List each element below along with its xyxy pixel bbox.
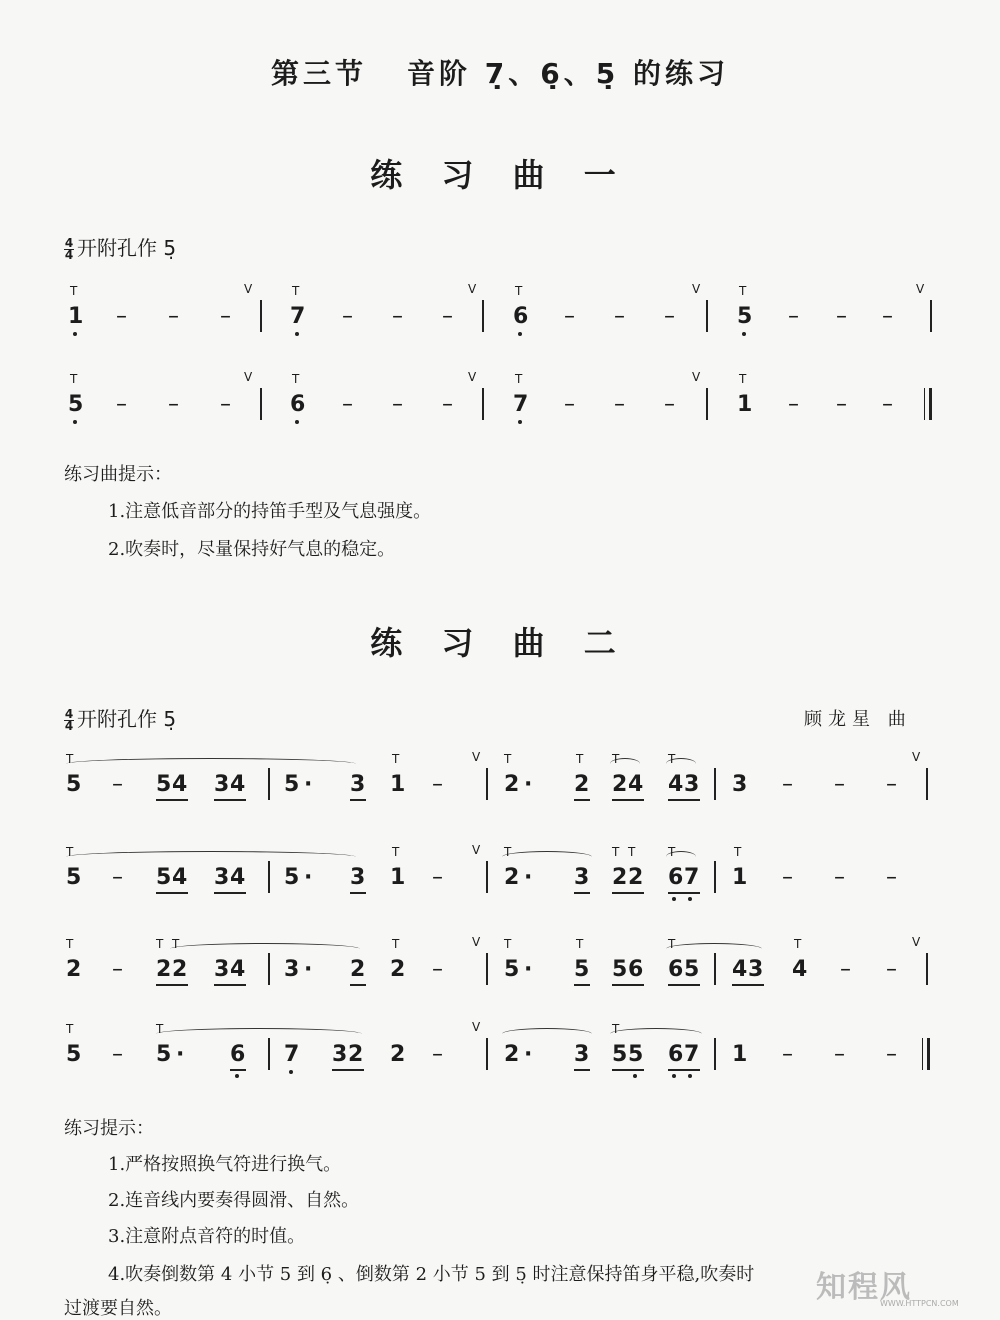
note: 2 xyxy=(66,957,82,982)
note: 2 xyxy=(390,1042,406,1067)
note: 2 xyxy=(156,957,172,982)
barline xyxy=(706,300,708,332)
low-dot xyxy=(518,420,522,424)
piece2-tempo-text: 开附孔作 5̣ xyxy=(77,707,177,731)
note: 5 xyxy=(66,865,82,890)
tongue-mark: T xyxy=(612,1022,620,1036)
low-dot xyxy=(73,332,77,336)
augmentation-dot: · xyxy=(524,865,533,890)
breath-mark: V xyxy=(472,750,481,764)
note: 2 xyxy=(348,1042,364,1067)
note: 7 xyxy=(284,1042,300,1067)
barline xyxy=(486,768,488,800)
eighth-beam xyxy=(574,1069,590,1071)
dash: – xyxy=(168,392,179,417)
barline xyxy=(260,300,262,332)
note: 4 xyxy=(628,772,644,797)
dash: – xyxy=(564,392,575,417)
note: 3 xyxy=(214,772,230,797)
note: 2 xyxy=(628,865,644,890)
dash: – xyxy=(614,304,625,329)
note: 4 xyxy=(230,957,246,982)
tongue-mark: T xyxy=(576,752,584,766)
tongue-mark: T xyxy=(156,937,164,951)
note: 3 xyxy=(574,865,590,890)
dash: – xyxy=(834,865,845,890)
dash: – xyxy=(432,772,443,797)
dash: – xyxy=(782,772,793,797)
note: 3 xyxy=(684,772,700,797)
eighth-beam xyxy=(350,799,366,801)
dash: – xyxy=(782,865,793,890)
breath-mark: V xyxy=(692,370,701,384)
tongue-mark: T xyxy=(66,937,74,951)
low-dot xyxy=(518,332,522,336)
note: 2 xyxy=(504,865,520,890)
eighth-beam xyxy=(350,984,366,986)
augmentation-dot: · xyxy=(304,865,313,890)
tongue-mark: T xyxy=(734,845,742,859)
piece1-row-1 xyxy=(60,282,940,342)
note: 7 xyxy=(290,304,306,329)
dash: – xyxy=(392,304,403,329)
piece2-tips-heading: 练习提示： xyxy=(64,1118,154,1139)
note: 4 xyxy=(732,957,748,982)
note: 7 xyxy=(684,865,700,890)
dash: – xyxy=(342,392,353,417)
tongue-mark: T xyxy=(70,372,78,386)
note: 6 xyxy=(628,957,644,982)
slur xyxy=(170,943,360,950)
eighth-beam xyxy=(668,984,700,986)
eighth-beam xyxy=(668,799,700,801)
eighth-beam xyxy=(668,892,700,894)
eighth-beam xyxy=(574,984,590,986)
tongue-mark: T xyxy=(794,937,802,951)
low-dot xyxy=(235,1074,239,1078)
augmentation-dot: · xyxy=(524,1042,533,1067)
dash: – xyxy=(614,392,625,417)
low-dot xyxy=(672,1074,676,1078)
low-dot xyxy=(633,1074,637,1078)
tongue-mark: T xyxy=(172,937,180,951)
piece2-row-2 xyxy=(60,843,940,903)
dash: – xyxy=(116,304,127,329)
dash: – xyxy=(834,1042,845,1067)
note: 3 xyxy=(574,1042,590,1067)
breath-mark: V xyxy=(472,935,481,949)
final-barline-thin xyxy=(922,1038,923,1070)
dash: – xyxy=(112,957,123,982)
note: 4 xyxy=(230,772,246,797)
tongue-mark: T xyxy=(576,937,584,951)
eighth-beam xyxy=(612,984,644,986)
piece2-tip-4: 4.吹奏倒数第 4 小节 5 到 6̣ 、倒数第 2 小节 5 到 5̣ 时注意保持笛身平稳,吹奏时 xyxy=(108,1264,755,1285)
breath-mark: V xyxy=(468,370,477,384)
eighth-beam xyxy=(612,799,644,801)
note: 7 xyxy=(684,1042,700,1067)
note: 5 xyxy=(612,957,628,982)
barline xyxy=(268,953,270,985)
note: 1 xyxy=(390,865,406,890)
tongue-mark: T xyxy=(156,1022,164,1036)
note: 5 xyxy=(66,772,82,797)
eighth-beam xyxy=(612,892,644,894)
note: 1 xyxy=(732,865,748,890)
note: 4 xyxy=(172,772,188,797)
note: 2 xyxy=(504,772,520,797)
final-barline-thick xyxy=(929,388,932,420)
dash: – xyxy=(788,304,799,329)
note: 3 xyxy=(350,865,366,890)
note: 4 xyxy=(668,772,684,797)
barline xyxy=(268,768,270,800)
dash: – xyxy=(882,392,893,417)
eighth-beam xyxy=(214,984,246,986)
piece1-tip-1: 1.注意低音部分的持笛手型及气息强度。 xyxy=(108,501,432,522)
note: 5 xyxy=(628,1042,644,1067)
slur xyxy=(666,943,762,950)
piece2-tip-4-continued: 过渡要自然。 xyxy=(64,1298,172,1319)
piece1-row-2 xyxy=(60,370,940,430)
note: 2 xyxy=(350,957,366,982)
dash: – xyxy=(116,392,127,417)
slur xyxy=(66,758,356,765)
augmentation-dot: · xyxy=(524,772,533,797)
tongue-mark: T xyxy=(66,1022,74,1036)
breath-mark: V xyxy=(472,1020,481,1034)
barline xyxy=(706,388,708,420)
piece1-title: 练 习 曲 一 xyxy=(370,156,630,194)
note: 5 xyxy=(156,865,172,890)
dash: – xyxy=(112,772,123,797)
barline xyxy=(926,768,928,800)
eighth-beam xyxy=(156,984,188,986)
note: 5 xyxy=(612,1042,628,1067)
dash: – xyxy=(432,1042,443,1067)
piece2-tip-3: 3.注意附点音符的时值。 xyxy=(108,1226,306,1247)
dash: – xyxy=(432,957,443,982)
tongue-mark: T xyxy=(70,284,78,298)
piece2-tempo xyxy=(64,703,176,732)
dash: – xyxy=(220,304,231,329)
augmentation-dot: · xyxy=(176,1042,185,1067)
section-title xyxy=(0,52,1000,92)
dash: – xyxy=(442,304,453,329)
dash: – xyxy=(836,392,847,417)
tongue-mark: T xyxy=(739,372,747,386)
tongue-mark: T xyxy=(668,937,676,951)
eighth-beam xyxy=(612,1069,644,1071)
tongue-mark: T xyxy=(628,845,636,859)
note: 4 xyxy=(230,865,246,890)
low-dot xyxy=(295,332,299,336)
breath-mark: V xyxy=(692,282,701,296)
barline xyxy=(714,861,716,893)
dash: – xyxy=(442,392,453,417)
barline xyxy=(482,300,484,332)
piece1-tip-2: 2.吹奏时，尽量保持好气息的稳定。 xyxy=(108,539,396,560)
low-dot xyxy=(672,897,676,901)
note: 6 xyxy=(513,304,529,329)
piece2-tip-1: 1.严格按照换气符进行换气。 xyxy=(108,1154,342,1175)
tongue-mark: T xyxy=(504,845,512,859)
tongue-mark: T xyxy=(612,845,620,859)
note: 3 xyxy=(732,772,748,797)
piece2-time-signature: $\frac{4}{4}$ xyxy=(64,707,74,733)
piece1-tempo-text: 开附孔作 5̣ xyxy=(77,236,177,260)
dash: – xyxy=(886,957,897,982)
note: 6 xyxy=(290,392,306,417)
tongue-mark: T xyxy=(66,845,74,859)
note: 2 xyxy=(172,957,188,982)
note: 5 xyxy=(66,1042,82,1067)
note: 6 xyxy=(668,957,684,982)
low-dot xyxy=(742,332,746,336)
note: 6 xyxy=(668,1042,684,1067)
note: 5 xyxy=(504,957,520,982)
tongue-mark: T xyxy=(668,845,676,859)
eighth-beam xyxy=(350,892,366,894)
note: 2 xyxy=(612,772,628,797)
eighth-beam xyxy=(156,892,188,894)
piece1-time-signature: $\frac{4}{4}$ xyxy=(64,236,74,262)
note: 1 xyxy=(737,392,753,417)
breath-mark: V xyxy=(468,282,477,296)
barline xyxy=(260,388,262,420)
note: 4 xyxy=(172,865,188,890)
note: 2 xyxy=(390,957,406,982)
note: 5 xyxy=(156,1042,172,1067)
note: 3 xyxy=(214,957,230,982)
dash: – xyxy=(788,392,799,417)
dash: – xyxy=(836,304,847,329)
barline xyxy=(486,953,488,985)
dash: – xyxy=(220,392,231,417)
breath-mark: V xyxy=(472,843,481,857)
tongue-mark: T xyxy=(504,937,512,951)
low-dot xyxy=(289,1070,293,1074)
barline xyxy=(926,953,928,985)
low-dot xyxy=(688,897,692,901)
piece1-tips-heading: 练习曲提示： xyxy=(64,464,172,485)
low-dot xyxy=(73,420,77,424)
dash: – xyxy=(664,304,675,329)
note: 5 xyxy=(284,865,300,890)
note: 3 xyxy=(350,772,366,797)
dash: – xyxy=(782,1042,793,1067)
tongue-mark: T xyxy=(668,752,676,766)
eighth-beam xyxy=(332,1069,364,1071)
piece1-tempo xyxy=(64,232,176,261)
tongue-mark: T xyxy=(515,284,523,298)
dash: – xyxy=(564,304,575,329)
note: 2 xyxy=(612,865,628,890)
dash: – xyxy=(168,304,179,329)
watermark-url: WWW.HTTPCN.COM xyxy=(880,1299,959,1308)
note: 3 xyxy=(284,957,300,982)
slur xyxy=(66,851,356,858)
note: 5 xyxy=(284,772,300,797)
note: 2 xyxy=(504,1042,520,1067)
eighth-beam xyxy=(574,892,590,894)
barline xyxy=(486,1038,488,1070)
watermark-logo: 知程风 xyxy=(816,1270,912,1305)
eighth-beam xyxy=(230,1069,246,1071)
barline xyxy=(482,388,484,420)
breath-mark: V xyxy=(244,282,253,296)
eighth-beam xyxy=(214,892,246,894)
dash: – xyxy=(886,865,897,890)
augmentation-dot: · xyxy=(304,957,313,982)
note: 3 xyxy=(214,865,230,890)
barline xyxy=(930,300,932,332)
note: 1 xyxy=(68,304,84,329)
tongue-mark: T xyxy=(392,845,400,859)
barline xyxy=(714,768,716,800)
dash: – xyxy=(840,957,851,982)
slur xyxy=(502,851,592,858)
dash: – xyxy=(882,304,893,329)
piece2-tip-2: 2.连音线内要奏得圆滑、自然。 xyxy=(108,1190,360,1211)
dash: – xyxy=(342,304,353,329)
eighth-beam xyxy=(156,799,188,801)
dash: – xyxy=(392,392,403,417)
dash: – xyxy=(432,865,443,890)
note: 5 xyxy=(574,957,590,982)
piece2-row-1 xyxy=(60,750,940,810)
note: 4 xyxy=(792,957,808,982)
slur xyxy=(610,1028,702,1035)
final-barline-thin xyxy=(924,388,925,420)
tongue-mark: T xyxy=(392,937,400,951)
dash: – xyxy=(886,1042,897,1067)
note: 2 xyxy=(574,772,590,797)
note: 7 xyxy=(513,392,529,417)
piece2-row-4 xyxy=(60,1020,940,1080)
tongue-mark: T xyxy=(66,752,74,766)
eighth-beam xyxy=(732,984,764,986)
tongue-mark: T xyxy=(739,284,747,298)
breath-mark: V xyxy=(912,750,921,764)
piece2-row-3 xyxy=(60,935,940,995)
note: 5 xyxy=(737,304,753,329)
barline xyxy=(268,1038,270,1070)
eighth-beam xyxy=(214,799,246,801)
note: 5 xyxy=(156,772,172,797)
dash: – xyxy=(834,772,845,797)
tongue-mark: T xyxy=(612,752,620,766)
note: 3 xyxy=(748,957,764,982)
eighth-beam xyxy=(574,799,590,801)
note: 6 xyxy=(230,1042,246,1067)
dash: – xyxy=(664,392,675,417)
tongue-mark: T xyxy=(292,372,300,386)
note: 1 xyxy=(390,772,406,797)
dash: – xyxy=(886,772,897,797)
tongue-mark: T xyxy=(392,752,400,766)
breath-mark: V xyxy=(916,282,925,296)
augmentation-dot: · xyxy=(304,772,313,797)
dash: – xyxy=(112,865,123,890)
low-dot xyxy=(688,1074,692,1078)
section-number: 第三节 xyxy=(271,57,368,90)
barline xyxy=(714,953,716,985)
slur xyxy=(156,1028,362,1035)
note: 1 xyxy=(732,1042,748,1067)
note: 5 xyxy=(684,957,700,982)
low-dot xyxy=(295,420,299,424)
slur xyxy=(502,1028,592,1035)
augmentation-dot: · xyxy=(524,957,533,982)
tongue-mark: T xyxy=(504,752,512,766)
barline xyxy=(268,861,270,893)
piece2-title: 练 习 曲 二 xyxy=(370,624,630,662)
tongue-mark: T xyxy=(515,372,523,386)
barline xyxy=(486,861,488,893)
barline xyxy=(714,1038,716,1070)
breath-mark: V xyxy=(912,935,921,949)
note: 5 xyxy=(68,392,84,417)
breath-mark: V xyxy=(244,370,253,384)
final-barline-thick xyxy=(927,1038,930,1070)
tongue-mark: T xyxy=(292,284,300,298)
dash: – xyxy=(112,1042,123,1067)
eighth-beam xyxy=(668,1069,700,1071)
note: 3 xyxy=(332,1042,348,1067)
section-subject: 音阶 7̣、6̣、5̣ 的练习 xyxy=(407,57,729,90)
composer: 顾龙星 曲 xyxy=(804,709,912,730)
note: 6 xyxy=(668,865,684,890)
